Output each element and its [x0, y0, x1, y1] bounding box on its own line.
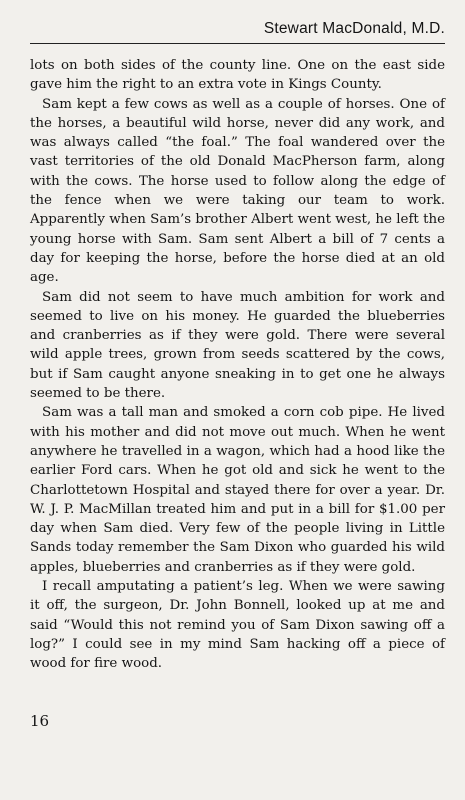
paragraph: Sam did not seem to have much ambition for work and seemed to live on his money. He guarded the blueberries and cranberries as if they were gold. There were several wild apple trees, grown from seeds scattered by the cows, but if Sam caught anyone sneaking in to get one he always seemed to be there. [30, 289, 445, 402]
body-text [30, 56, 445, 674]
paragraph: lots on both sides of the county line. One on the east side gave him the right to an extra vote in Kings County. [30, 58, 445, 93]
page-number: 16 [30, 712, 50, 730]
running-head: Stewart MacDonald, M.D. [263, 20, 445, 37]
header-rule [30, 43, 445, 44]
paragraph: I recall amputating a patient’s leg. When we were sawing it off, the surgeon, Dr. John Bonnell, looked up at me and said “Would this not remind you of Sam Dixon sawing off a log?” I could see in my mind Sam hacking off a piece of wood for fire wood. [30, 579, 445, 672]
paragraph: Sam was a tall man and smoked a corn cob pipe. He lived with his mother and did not move out much. When he went anywhere he travelled in a wagon, which had a hood like the earlier Ford cars. When he got old and sick he went to the Charlottetown Hospital and stayed there for over a year. Dr. W. J. P. MacMillan treated him and put in a bill for $1.00 per day when Sam died. Very few of the people living in Little Sands today remember the Sam Dixon who guarded his wild apples, blueberries and cranberries as if they were gold. [30, 405, 445, 575]
paragraph: Sam kept a few cows as well as a couple of horses. One of the horses, a beautiful wild horse, never did any work, and was always called “the foal.” The foal wandered over the vast territories of the old Donald MacPherson farm, along with the cows. The horse used to follow along the edge of the fence when we were taking our team to work. Apparently when Sam’s brother Albert went west, he left the young horse with Sam. Sam sent Albert a bill of 7 cents a day for keeping the horse, before the horse died at an old age. [30, 96, 445, 286]
